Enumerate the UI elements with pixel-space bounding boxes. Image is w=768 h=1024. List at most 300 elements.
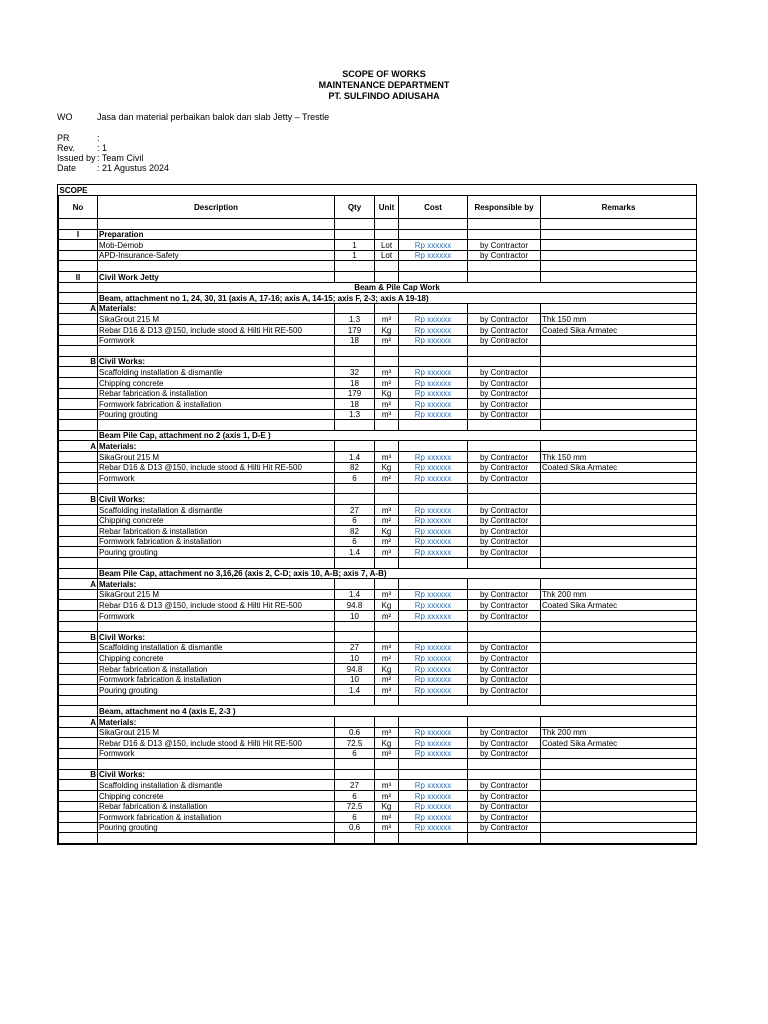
pr-value: :: [97, 133, 100, 143]
blank-row: [59, 621, 697, 632]
empty-cell: [541, 219, 697, 230]
empty-cell: [59, 695, 98, 706]
empty-cell: [335, 695, 375, 706]
item-cost: Rp xxxxxx: [399, 536, 468, 547]
empty-cell: [59, 727, 98, 738]
empty-cell: [335, 229, 375, 240]
column-header: Remarks: [541, 196, 697, 219]
empty-cell: [59, 833, 98, 844]
empty-cell: [59, 473, 98, 484]
table-row: [59, 791, 697, 802]
section-number: I: [59, 229, 98, 240]
item-remarks: [541, 610, 697, 621]
column-header: Description: [98, 196, 335, 219]
item-description: Formwork fabrication & installation: [98, 674, 335, 685]
item-responsible: by Contractor: [468, 791, 541, 802]
item-cost: Rp xxxxxx: [399, 812, 468, 823]
empty-cell: [541, 271, 697, 282]
empty-cell: [468, 483, 541, 494]
item-remarks: [541, 812, 697, 823]
item-cost: Rp xxxxxx: [399, 791, 468, 802]
column-header: Qty: [335, 196, 375, 219]
attachment-title: Beam, attachment no 1, 24, 30, 31 (axis A, 17-16; axis A, 14-15; axis F, 2-3; axis A 19-18): [98, 293, 697, 304]
item-cost: Rp xxxxxx: [399, 335, 468, 346]
empty-cell: [399, 716, 468, 727]
document-title: SCOPE OF WORKS: [342, 69, 426, 79]
item-description: Mob-Demob: [98, 240, 335, 251]
empty-cell: [375, 441, 399, 452]
empty-cell: [59, 388, 98, 399]
empty-cell: [468, 579, 541, 590]
empty-cell: [59, 748, 98, 759]
item-responsible: by Contractor: [468, 653, 541, 664]
item-responsible: by Contractor: [468, 462, 541, 473]
item-unit: m²: [375, 674, 399, 685]
empty-cell: [59, 409, 98, 420]
item-description: Pouring grouting: [98, 685, 335, 696]
table-row: [59, 589, 697, 600]
empty-cell: [335, 494, 375, 505]
item-qty: 82: [335, 462, 375, 473]
item-cost: Rp xxxxxx: [399, 589, 468, 600]
empty-cell: [468, 695, 541, 706]
empty-cell: [59, 335, 98, 346]
item-cost: Rp xxxxxx: [399, 324, 468, 335]
group-letter: A: [59, 441, 98, 452]
empty-cell: [468, 558, 541, 569]
empty-cell: [399, 271, 468, 282]
item-unit: Kg: [375, 600, 399, 611]
table-row: [59, 526, 697, 537]
item-cost: Rp xxxxxx: [399, 473, 468, 484]
empty-cell: [399, 356, 468, 367]
blank-row: [59, 346, 697, 357]
empty-cell: [335, 483, 375, 494]
empty-cell: [98, 558, 335, 569]
empty-cell: [468, 303, 541, 314]
item-responsible: by Contractor: [468, 409, 541, 420]
item-qty: 1: [335, 250, 375, 261]
item-responsible: by Contractor: [468, 377, 541, 388]
date-value: : 21 Agustus 2024: [97, 163, 170, 173]
empty-cell: [468, 632, 541, 643]
empty-cell: [541, 833, 697, 844]
item-remarks: [541, 409, 697, 420]
group-row: [59, 303, 697, 314]
section-row: [59, 271, 697, 282]
item-cost: Rp xxxxxx: [399, 653, 468, 664]
item-description: Rebar fabrication & installation: [98, 388, 335, 399]
empty-cell: [375, 558, 399, 569]
item-unit: Kg: [375, 324, 399, 335]
table-row: [59, 324, 697, 335]
blank-row: [59, 219, 697, 230]
column-header: Cost: [399, 196, 468, 219]
section-title: Preparation: [98, 229, 335, 240]
item-cost: Rp xxxxxx: [399, 515, 468, 526]
empty-cell: [375, 769, 399, 780]
item-cost: Rp xxxxxx: [399, 505, 468, 516]
item-description: Chipping concrete: [98, 377, 335, 388]
item-responsible: by Contractor: [468, 505, 541, 516]
item-responsible: by Contractor: [468, 600, 541, 611]
item-cost: Rp xxxxxx: [399, 388, 468, 399]
group-title: Civil Works:: [98, 494, 335, 505]
empty-cell: [375, 494, 399, 505]
empty-cell: [541, 303, 697, 314]
rev-label: Rev.: [57, 143, 75, 153]
item-qty: 94.8: [335, 600, 375, 611]
item-remarks: [541, 791, 697, 802]
table-row: [59, 515, 697, 526]
item-cost: Rp xxxxxx: [399, 377, 468, 388]
item-cost: Rp xxxxxx: [399, 801, 468, 812]
empty-cell: [399, 632, 468, 643]
group-letter: B: [59, 494, 98, 505]
item-qty: 94.8: [335, 663, 375, 674]
item-qty: 6: [335, 515, 375, 526]
empty-cell: [59, 812, 98, 823]
group-row: [59, 494, 697, 505]
empty-cell: [375, 261, 399, 272]
group-title: Civil Works:: [98, 632, 335, 643]
empty-cell: [541, 621, 697, 632]
table-row: [59, 653, 697, 664]
empty-cell: [59, 399, 98, 410]
item-unit: Kg: [375, 526, 399, 537]
item-remarks: Coated Sika Armatec: [541, 600, 697, 611]
item-cost: Rp xxxxxx: [399, 610, 468, 621]
item-remarks: Coated Sika Armatec: [541, 738, 697, 749]
empty-cell: [541, 229, 697, 240]
empty-cell: [468, 356, 541, 367]
item-description: Rebar D16 & D13 @150, include stood & Hilti Hit RE-500: [98, 738, 335, 749]
item-cost: Rp xxxxxx: [399, 738, 468, 749]
empty-cell: [399, 621, 468, 632]
item-qty: 18: [335, 399, 375, 410]
empty-cell: [59, 663, 98, 674]
table-row: [59, 801, 697, 812]
item-description: Rebar fabrication & installation: [98, 663, 335, 674]
item-unit: Kg: [375, 388, 399, 399]
item-remarks: Coated Sika Armatec: [541, 462, 697, 473]
item-unit: m²: [375, 812, 399, 823]
empty-cell: [468, 261, 541, 272]
table-row: [59, 748, 697, 759]
item-unit: m²: [375, 536, 399, 547]
item-cost: Rp xxxxxx: [399, 685, 468, 696]
table-row: [59, 409, 697, 420]
empty-cell: [59, 526, 98, 537]
item-unit: m³: [375, 409, 399, 420]
item-unit: Kg: [375, 462, 399, 473]
empty-cell: [468, 494, 541, 505]
wo-value: Jasa dan material perbaikan balok dan slab Jetty – Trestle: [97, 112, 330, 122]
item-description: Chipping concrete: [98, 515, 335, 526]
item-responsible: by Contractor: [468, 663, 541, 674]
empty-cell: [468, 441, 541, 452]
empty-cell: [98, 621, 335, 632]
table-header-row: [59, 196, 697, 219]
empty-cell: [59, 462, 98, 473]
empty-cell: [98, 346, 335, 357]
group-letter: A: [59, 579, 98, 590]
item-qty: 72.5: [335, 738, 375, 749]
item-cost: Rp xxxxxx: [399, 780, 468, 791]
table-row: [59, 377, 697, 388]
empty-cell: [399, 420, 468, 431]
empty-cell: [375, 579, 399, 590]
item-description: Rebar fabrication & installation: [98, 526, 335, 537]
empty-cell: [59, 791, 98, 802]
item-qty: 1.4: [335, 685, 375, 696]
group-title: Materials:: [98, 579, 335, 590]
item-responsible: by Contractor: [468, 388, 541, 399]
item-cost: Rp xxxxxx: [399, 727, 468, 738]
empty-cell: [98, 219, 335, 230]
empty-cell: [541, 716, 697, 727]
item-remarks: [541, 240, 697, 251]
attachment-row: [59, 706, 697, 717]
empty-cell: [541, 769, 697, 780]
item-description: Formwork fabrication & installation: [98, 399, 335, 410]
empty-cell: [541, 759, 697, 770]
item-cost: Rp xxxxxx: [399, 674, 468, 685]
group-title: Materials:: [98, 303, 335, 314]
item-unit: m³: [375, 547, 399, 558]
blank-row: [59, 759, 697, 770]
blank-row: [59, 833, 697, 844]
table-row: [59, 685, 697, 696]
empty-cell: [468, 346, 541, 357]
empty-cell: [59, 346, 98, 357]
item-qty: 72.5: [335, 801, 375, 812]
table-row: [59, 663, 697, 674]
item-unit: m³: [375, 685, 399, 696]
item-unit: m²: [375, 610, 399, 621]
item-unit: m²: [375, 399, 399, 410]
item-cost: Rp xxxxxx: [399, 314, 468, 325]
item-remarks: [541, 335, 697, 346]
empty-cell: [541, 261, 697, 272]
group-row: [59, 356, 697, 367]
item-remarks: [541, 399, 697, 410]
empty-cell: [375, 356, 399, 367]
item-responsible: by Contractor: [468, 547, 541, 558]
item-description: Scaffolding installation & dismantle: [98, 367, 335, 378]
item-remarks: [541, 663, 697, 674]
item-description: Chipping concrete: [98, 791, 335, 802]
empty-cell: [399, 441, 468, 452]
table-row: [59, 642, 697, 653]
empty-cell: [541, 558, 697, 569]
empty-cell: [59, 250, 98, 261]
item-description: Scaffolding installation & dismantle: [98, 505, 335, 516]
empty-cell: [335, 346, 375, 357]
empty-cell: [399, 483, 468, 494]
empty-cell: [59, 377, 98, 388]
empty-cell: [335, 632, 375, 643]
item-description: Pouring grouting: [98, 547, 335, 558]
empty-cell: [59, 483, 98, 494]
item-qty: 10: [335, 653, 375, 664]
empty-cell: [468, 716, 541, 727]
item-cost: Rp xxxxxx: [399, 452, 468, 463]
item-qty: 27: [335, 505, 375, 516]
table-row: [59, 462, 697, 473]
item-description: Formwork: [98, 473, 335, 484]
item-cost: Rp xxxxxx: [399, 748, 468, 759]
item-qty: 179: [335, 388, 375, 399]
item-description: Formwork fabrication & installation: [98, 812, 335, 823]
wo-label: WO: [57, 112, 73, 122]
pr-label: PR: [57, 133, 70, 143]
attachment-row: [59, 430, 697, 441]
empty-cell: [59, 589, 98, 600]
item-remarks: [541, 685, 697, 696]
column-header: Unit: [375, 196, 399, 219]
item-qty: 27: [335, 780, 375, 791]
empty-cell: [59, 314, 98, 325]
empty-cell: [59, 367, 98, 378]
item-remarks: [541, 536, 697, 547]
item-remarks: [541, 515, 697, 526]
item-remarks: [541, 526, 697, 537]
empty-cell: [59, 822, 98, 833]
item-responsible: by Contractor: [468, 812, 541, 823]
empty-cell: [541, 356, 697, 367]
item-description: Formwork: [98, 335, 335, 346]
item-qty: 32: [335, 367, 375, 378]
section-row: [59, 229, 697, 240]
item-remarks: [541, 801, 697, 812]
table-row: [59, 505, 697, 516]
item-description: Rebar fabrication & installation: [98, 801, 335, 812]
item-description: SikaGrout 215 M: [98, 589, 335, 600]
column-header: No: [59, 196, 98, 219]
empty-cell: [98, 833, 335, 844]
section-title: Civil Work Jetty: [98, 271, 335, 282]
empty-cell: [399, 769, 468, 780]
group-row: [59, 441, 697, 452]
item-unit: m³: [375, 822, 399, 833]
empty-cell: [541, 579, 697, 590]
empty-cell: [468, 271, 541, 282]
item-unit: m³: [375, 367, 399, 378]
item-unit: m³: [375, 642, 399, 653]
item-cost: Rp xxxxxx: [399, 822, 468, 833]
empty-cell: [59, 261, 98, 272]
item-description: Rebar D16 & D13 @150, include stood & Hilti Hit RE-500: [98, 600, 335, 611]
document-meta: [57, 133, 697, 177]
empty-cell: [59, 801, 98, 812]
item-responsible: by Contractor: [468, 801, 541, 812]
empty-cell: [59, 738, 98, 749]
empty-cell: [335, 558, 375, 569]
item-responsible: by Contractor: [468, 452, 541, 463]
item-responsible: by Contractor: [468, 674, 541, 685]
item-qty: 6: [335, 536, 375, 547]
table-row: [59, 367, 697, 378]
item-remarks: [541, 822, 697, 833]
empty-cell: [399, 579, 468, 590]
empty-cell: [59, 515, 98, 526]
item-qty: 1.4: [335, 547, 375, 558]
item-remarks: Thk 150 mm: [541, 314, 697, 325]
table-row: [59, 610, 697, 621]
item-description: Rebar D16 & D13 @150, include stood & Hilti Hit RE-500: [98, 324, 335, 335]
empty-cell: [335, 579, 375, 590]
empty-cell: [98, 695, 335, 706]
empty-cell: [59, 568, 98, 579]
issued-by-label: Issued by: [57, 153, 96, 163]
item-responsible: by Contractor: [468, 515, 541, 526]
item-responsible: by Contractor: [468, 822, 541, 833]
group-row: [59, 769, 697, 780]
item-remarks: [541, 674, 697, 685]
item-responsible: by Contractor: [468, 685, 541, 696]
empty-cell: [335, 441, 375, 452]
item-qty: 6: [335, 748, 375, 759]
table-row: [59, 452, 697, 463]
table-row: [59, 250, 697, 261]
empty-cell: [59, 547, 98, 558]
empty-cell: [375, 632, 399, 643]
item-unit: m²: [375, 515, 399, 526]
empty-cell: [468, 229, 541, 240]
item-cost: Rp xxxxxx: [399, 526, 468, 537]
empty-cell: [335, 769, 375, 780]
item-qty: 179: [335, 324, 375, 335]
empty-cell: [468, 833, 541, 844]
date-label: Date: [57, 163, 77, 173]
empty-cell: [59, 621, 98, 632]
attachment-title: Beam Pile Cap, attachment no 3,16,26 (axis 2, C-D; axis 10, A-B; axis 7, A-B): [98, 568, 697, 579]
item-unit: m³: [375, 314, 399, 325]
empty-cell: [468, 420, 541, 431]
item-cost: Rp xxxxxx: [399, 600, 468, 611]
item-qty: 1.4: [335, 452, 375, 463]
item-responsible: by Contractor: [468, 526, 541, 537]
group-letter: B: [59, 356, 98, 367]
group-letter: A: [59, 303, 98, 314]
item-cost: Rp xxxxxx: [399, 399, 468, 410]
item-unit: Lot: [375, 250, 399, 261]
empty-cell: [59, 282, 98, 293]
empty-cell: [468, 621, 541, 632]
empty-cell: [399, 833, 468, 844]
empty-cell: [468, 759, 541, 770]
empty-cell: [541, 695, 697, 706]
group-letter: A: [59, 716, 98, 727]
item-qty: 27: [335, 642, 375, 653]
item-remarks: [541, 250, 697, 261]
empty-cell: [335, 833, 375, 844]
empty-cell: [399, 759, 468, 770]
empty-cell: [59, 685, 98, 696]
item-description: Formwork: [98, 748, 335, 759]
blank-row: [59, 483, 697, 494]
empty-cell: [399, 229, 468, 240]
item-remarks: Thk 200 mm: [541, 727, 697, 738]
empty-cell: [59, 430, 98, 441]
empty-cell: [375, 759, 399, 770]
empty-cell: [335, 261, 375, 272]
attachment-title: Beam Pile Cap, attachment no 2 (axis 1, D-E ): [98, 430, 697, 441]
item-responsible: by Contractor: [468, 642, 541, 653]
item-cost: Rp xxxxxx: [399, 462, 468, 473]
item-qty: 0.6: [335, 727, 375, 738]
